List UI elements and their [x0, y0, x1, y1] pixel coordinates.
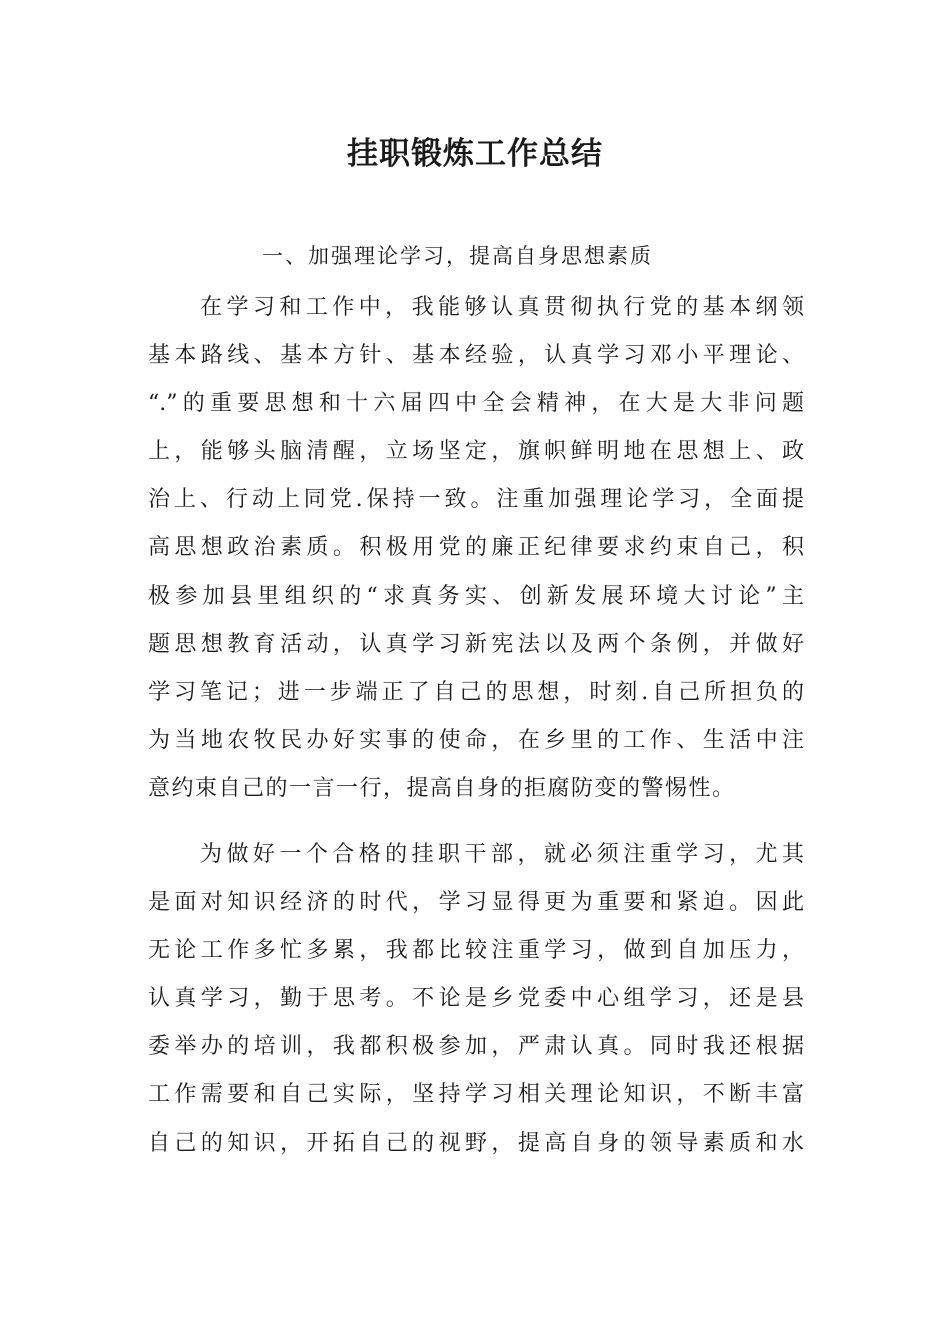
paragraph-1 — [148, 284, 804, 813]
paragraph-line: 极参加县里组织的“求真务实、创新发展环境大讨论”主 — [148, 583, 804, 609]
paragraph-line: 是面对知识经济的时代，学习显得更为重要和紧迫。因此 — [148, 890, 804, 916]
section-heading: 一、加强理论学习，提高自身思想素质 — [262, 244, 653, 268]
paragraph-line: 认真学习，勤于思考。不论是乡党委中心组学习，还是县 — [148, 986, 804, 1012]
paragraph-line: 高思想政治素质。积极用党的廉正纪律要求约束自己，积 — [148, 535, 804, 561]
paragraph-line: 委举办的培训，我都积极参加，严肃认真。同时我还根据 — [148, 1034, 804, 1060]
paragraph-line: 工作需要和自己实际，坚持学习相关理论知识，不断丰富 — [148, 1082, 804, 1108]
paragraph-line: 为当地农牧民办好实事的使命，在乡里的工作、生活中注 — [148, 727, 804, 753]
paragraph-line: 上，能够头脑清醒，立场坚定，旗帜鲜明地在思想上、政 — [148, 439, 804, 465]
paragraph-line: 为做好一个合格的挂职干部，就必须注重学习，尤其 — [200, 842, 804, 867]
paragraph-line: 学习笔记；进一步端正了自己的思想，时刻.自己所担负的 — [148, 679, 804, 705]
paragraph-line: 治上、行动上同党.保持一致。注重加强理论学习，全面提 — [148, 487, 804, 513]
paragraph-line: 自己的知识，开拓自己的视野，提高自身的领导素质和水 — [148, 1130, 804, 1156]
paragraph-line: 在学习和工作中，我能够认真贯彻执行党的基本纲领 — [200, 295, 804, 320]
paragraph-line: “.”的重要思想和十六届四中全会精神，在大是大非问题 — [148, 391, 804, 417]
paragraph-2 — [148, 831, 804, 1168]
paragraph-line: 意约束自己的一言一行，提高自身的拒腐防变的警惕性。 — [148, 775, 736, 801]
paragraph-line: 基本路线、基本方针、基本经验，认真学习邓小平理论、 — [148, 343, 804, 369]
document-title: 挂职锻炼工作总结 — [347, 136, 603, 172]
paragraph-line: 题思想教育活动，认真学习新宪法以及两个条例，并做好 — [148, 631, 804, 657]
paragraph-line: 无论工作多忙多累，我都比较注重学习，做到自加压力， — [148, 938, 804, 964]
